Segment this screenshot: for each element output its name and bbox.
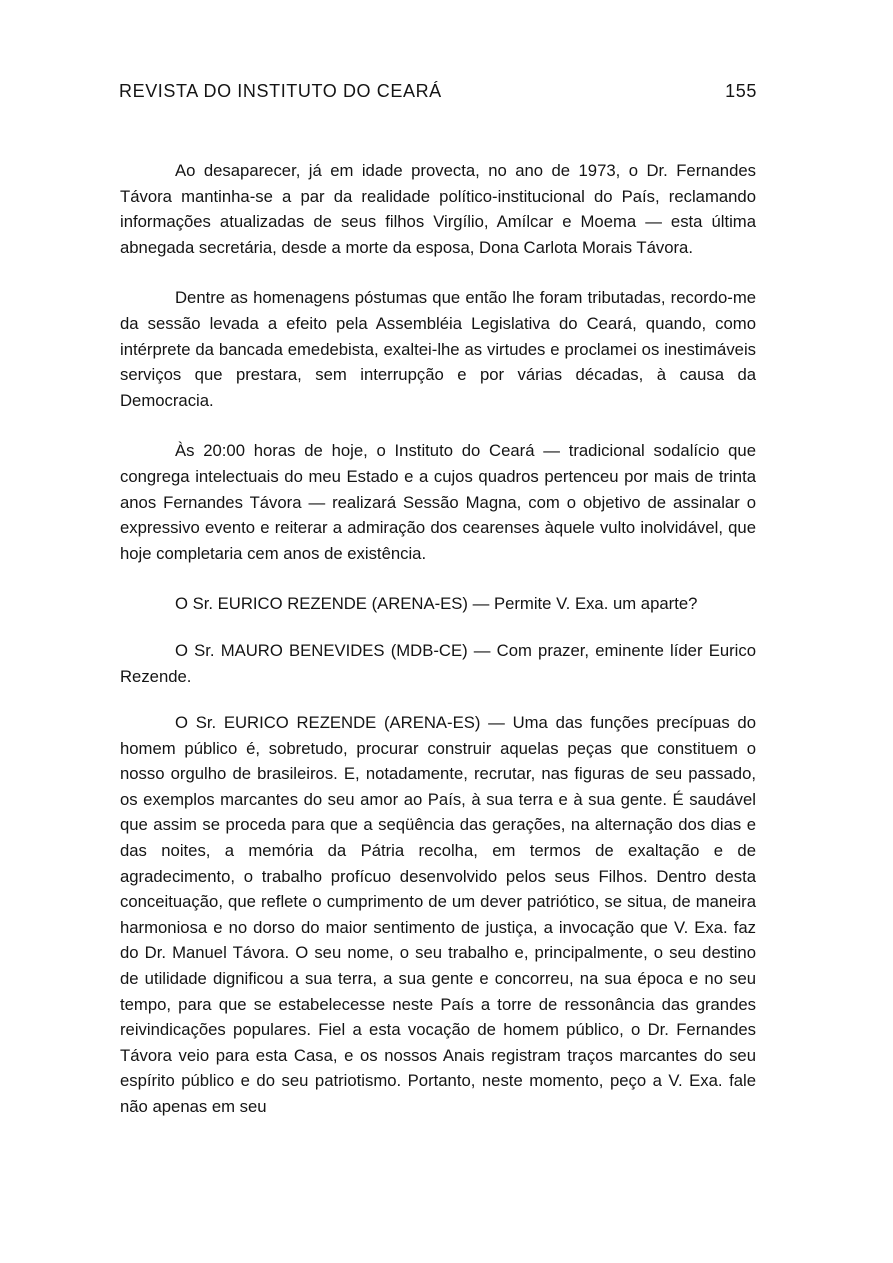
paragraph-5-aparte-reply: O Sr. MAURO BENEVIDES (MDB-CE) — Com prazer, eminente líder Eurico Rezende. [120, 640, 756, 686]
page-number: 155 [725, 81, 757, 101]
running-header [119, 78, 757, 104]
paragraph-4-aparte-request: O Sr. EURICO REZENDE (ARENA-ES) — Permite V. Exa. um aparte? [175, 594, 698, 614]
journal-title: REVISTA DO INSTITUTO DO CEARÁ [119, 81, 442, 101]
body-text [120, 158, 756, 1145]
paragraph-2: Dentre as homenagens póstumas que então lhe foram tributadas, recordo-me da sessão levada a efeito pela Assembléia Legislativa do Ceará, quando, como intérprete da bancada emedebista, exaltei-lhe as virtudes e proclamei os inestimáveis serviços que prestara, sem interrupção e por várias décadas, à causa da Democracia. [120, 288, 756, 410]
paragraph-6-aparte: O Sr. EURICO REZENDE (ARENA-ES) — Uma das funções precípuas do homem público é, sobretudo, procurar construir aquelas peças que constituem o nosso orgulho de brasileiros. E, notadamente, recrutar, nas figuras de seu passado, os exemplos marcantes do seu amor ao País, à sua terra e à sua gente. É saudável que assim se proceda para que a seqüência das gerações, na alternação dos dias e das noites, a memória da Pátria recolha, em termos de exaltação e de agradecimento, o trabalho profícuo desenvolvido pelos seus Filhos. Dentro desta conceituação, que reflete o cumprimento de um dever patriótico, se situa, de maneira harmoniosa e no dorso do maior sentimento de justiça, a invocação que V. Exa. faz do Dr. Manuel Távora. O seu nome, o seu trabalho e, principalmente, o seu destino de utilidade dignificou a sua terra, a sua gente e concorreu, na sua época e no seu tempo, para que se estabelecesse neste País a torre de ressonância das grandes reivindicações populares. Fiel a esta vocação de homem público, o Dr. Fernandes Távora veio para esta Casa, e os nossos Anais registram traços marcantes do seu espírito público e do seu patriotismo. Portanto, neste momento, peço a V. Exa. fale não apenas em seu [120, 713, 756, 1116]
paragraph-3: Às 20:00 horas de hoje, o Instituto do Ceará — tradicional sodalício que congrega intelectuais do meu Estado e a cujos quadros pertenceu por mais de trinta anos Fernandes Távora — realizará Sessão Magna, com o objetivo de assinalar o expressivo evento e reiterar a admiração dos cearenses àquele vulto inolvidável, que hoje completaria cem anos de existência. [120, 441, 756, 563]
paragraph-1: Ao desaparecer, já em idade provecta, no ano de 1973, o Dr. Fernandes Távora mantinha-se a par da realidade político-institucional do País, reclamando informações atualizadas de seus filhos Virgílio, Amílcar e Moema — esta última abnegada secretária, desde a morte da esposa, Dona Carlota Morais Távora. [120, 161, 756, 257]
